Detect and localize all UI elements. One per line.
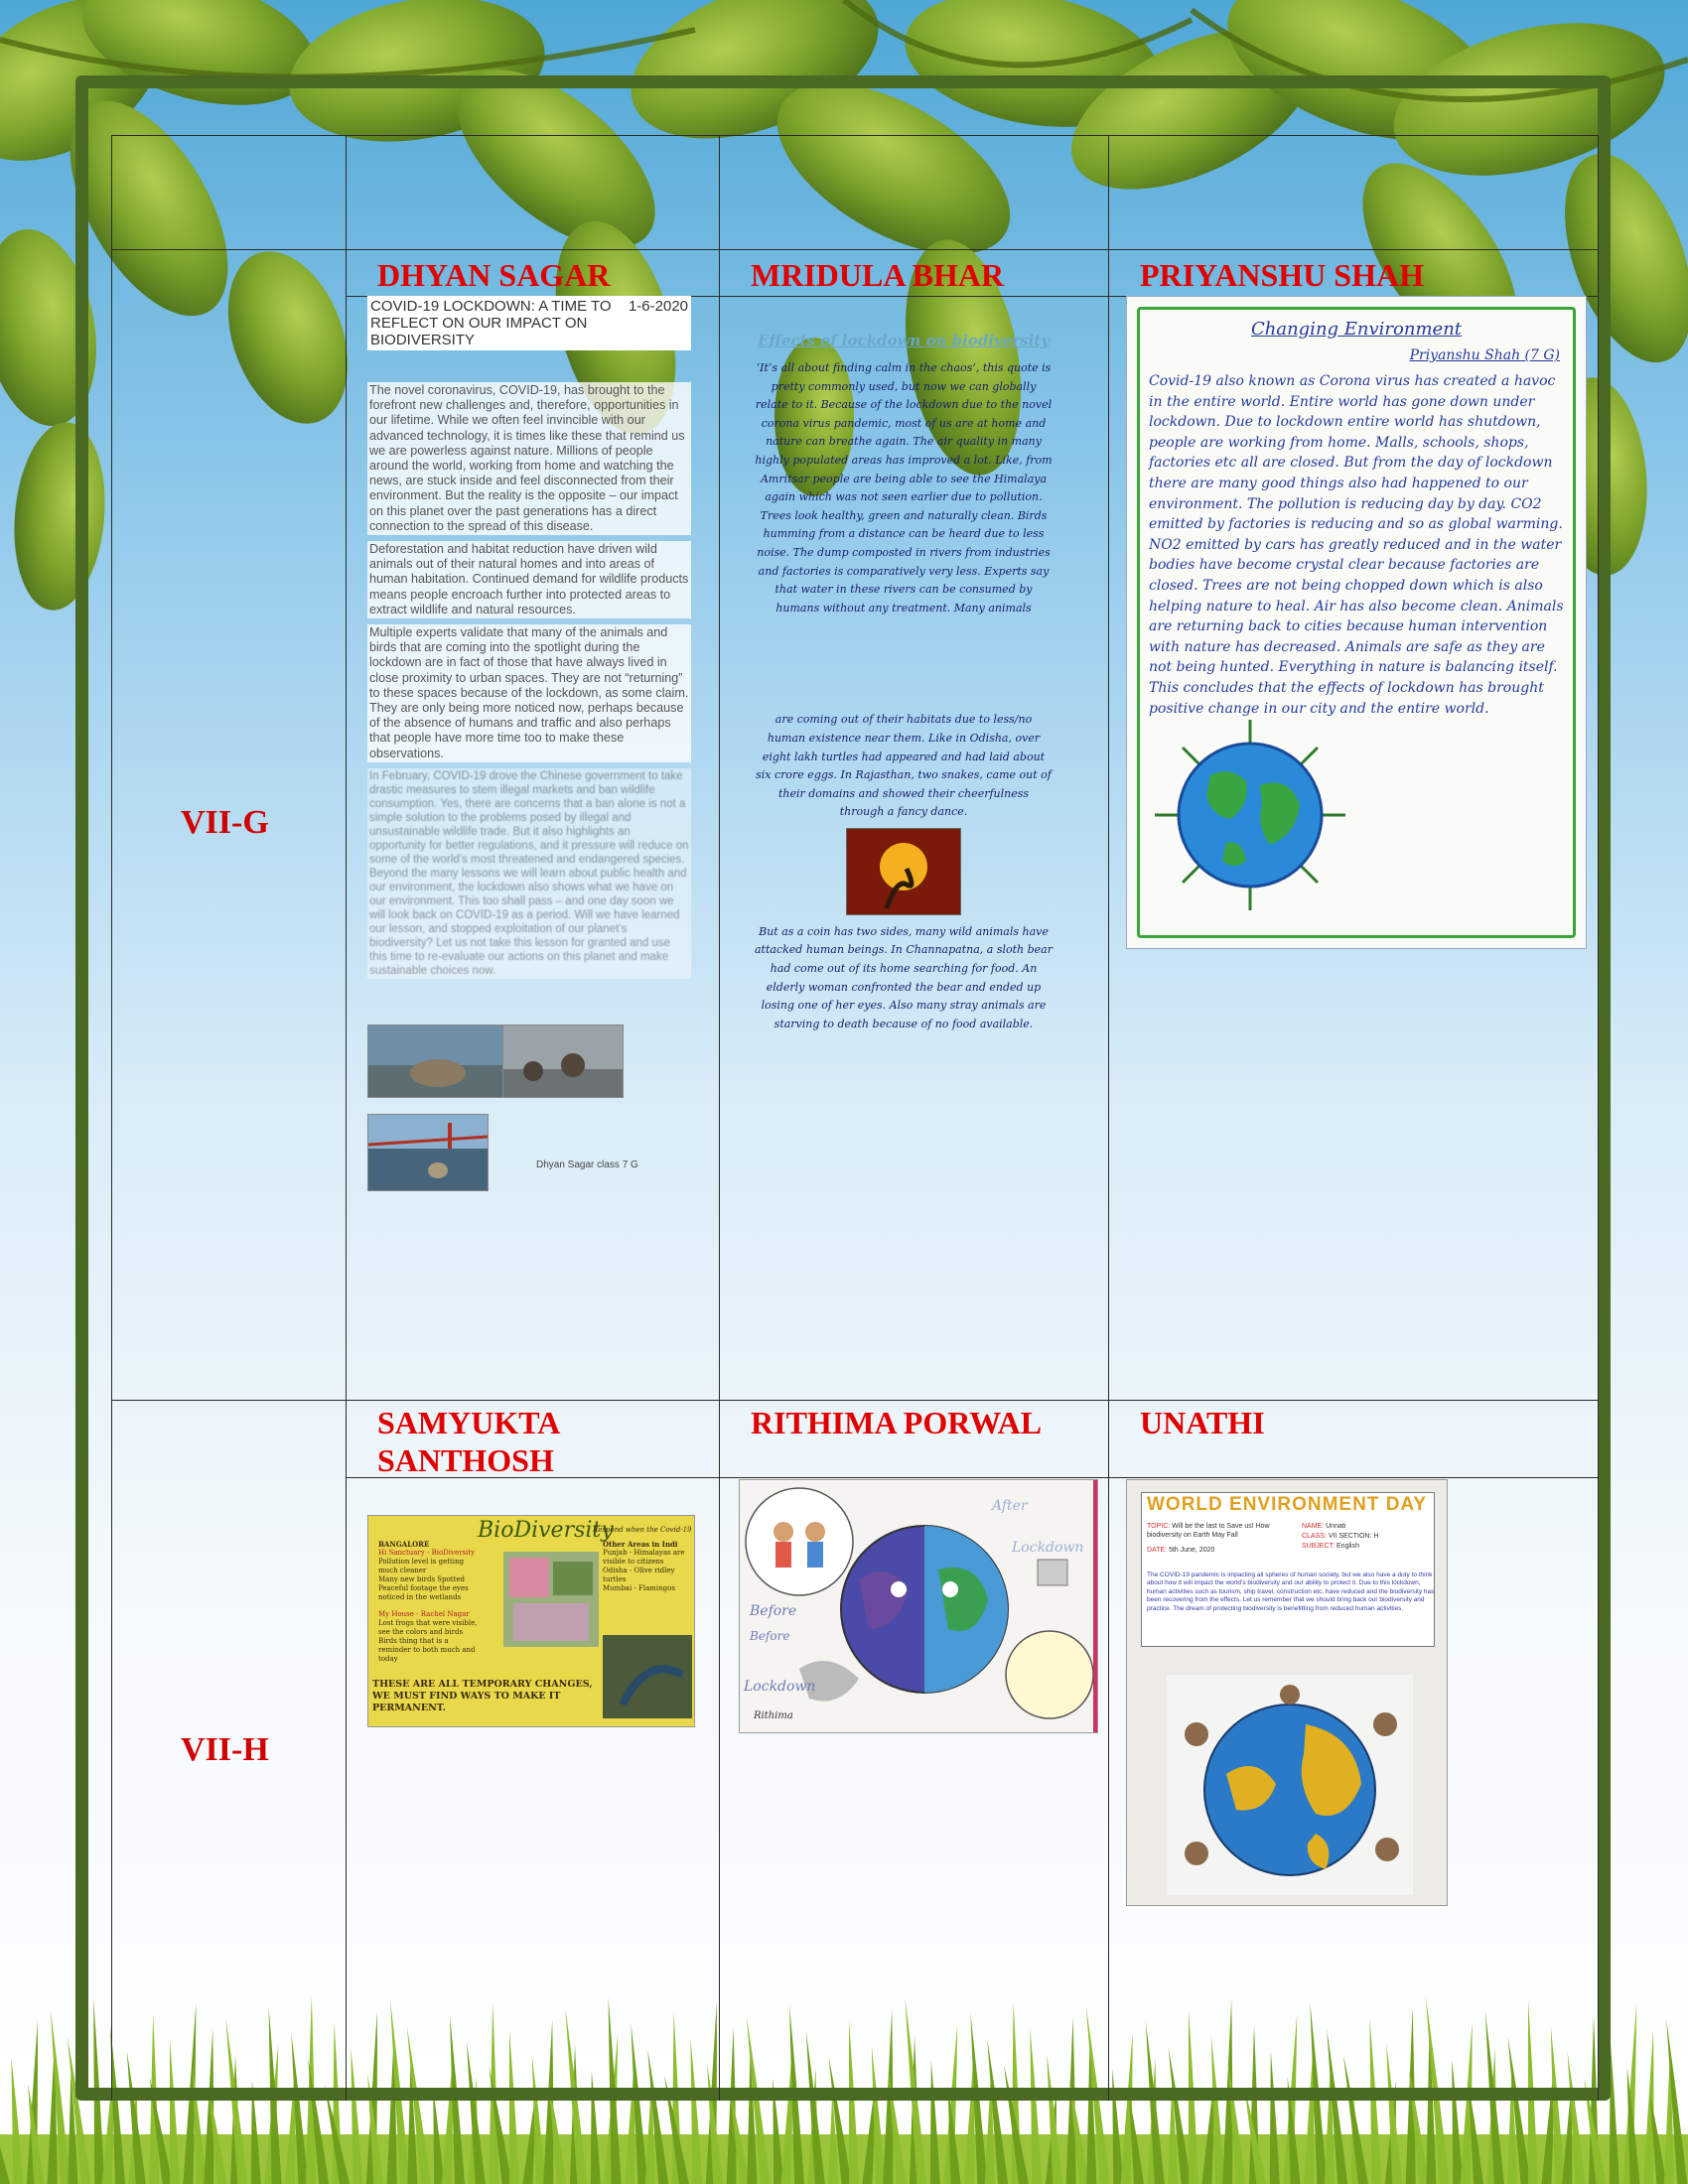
samyukta-mid-item-2: Birds thing that is a reminder to both much and today: [378, 1637, 476, 1663]
samyukta-poster: [367, 1515, 695, 1727]
photo-bridge: [367, 1114, 489, 1191]
priyanshu-body: Covid-19 also known as Corona virus has created a havoc in the entire world. Entire world has gone down under lockdown. Due to lockdown entire world has shutdown, people are working from home. Malls, schools, shops, factories etc all are closed. But from the day of lockdown there are many good things also had happened to our environment. The pollution is reducing day by day. CO2 emitted by factories is reducing and so as global warming. NO2 emitted by cars has greatly reduced and in the water bodies have become crystal clear because factories are closed. Trees are not being chopped down which is also helping nature to heal. Air has also become clean. Animals are returning back to cities because human intervention with nature has decreased. Animals are safe as they are not being hunted. Everything in nature is balancing itself. This concludes that the effects of lockdown has brought positive change in our city and the entire world.: [1149, 373, 1564, 717]
samyukta-item-1: Hi Sanctuary - BioDiversity: [378, 1549, 476, 1557]
mridula-article: [755, 328, 1053, 1033]
samyukta-right-item-3: Mumbai - Flamingos: [603, 1584, 675, 1592]
unathi-date-label: DATE:: [1147, 1547, 1168, 1554]
rithima-label-before-2: Before: [750, 1629, 790, 1643]
student-name-unathi: UNATHI: [1140, 1405, 1265, 1440]
samyukta-footer: THESE ARE ALL TEMPORARY CHANGES, WE MUST FIND WAYS TO MAKE IT PERMANENT.: [372, 1679, 593, 1713]
dhyan-article: [367, 296, 691, 985]
priyanshu-handwritten-page: [1126, 296, 1587, 949]
unathi-earth-drawing: [1167, 1675, 1413, 1895]
samyukta-item-4: Peaceful footage the eyes noticed in the wetlands: [378, 1584, 469, 1601]
photo-animal-on-road: [367, 1024, 504, 1098]
samyukta-mid-heading: My House - Rachel Nagar: [378, 1610, 470, 1618]
samyukta-item-3: Many new birds Spotted: [378, 1575, 466, 1583]
photo-snakes-dancing: [846, 828, 961, 915]
dhyan-article-date: 1-6-2020: [628, 298, 688, 315]
row-label-vii-g: VII-G: [181, 804, 269, 841]
rithima-poster: [739, 1479, 1098, 1733]
samyukta-peacock-photo: [603, 1635, 692, 1718]
unathi-class: VII SECTION: H: [1328, 1533, 1379, 1540]
unathi-name-label: NAME:: [1302, 1523, 1325, 1530]
dhyan-paragraph-3: Multiple experts validate that many of the animals and birds that are coming into the spotlight during the lockdown are in fact of those that have always lived in close proximity to urban spaces. They are not “returning” to these spaces because of the lockdown, as some claim. They are only being more noticed now, perhaps because of the absence of humans and traffic and also perhaps that people have more time too to make these observations.: [367, 624, 691, 762]
samyukta-poster-title: BioDiversity: [478, 1518, 614, 1543]
rithima-label-lockdown-2: Lockdown: [744, 1679, 816, 1695]
earth-drawing: [1151, 716, 1349, 914]
dhyan-article-title: COVID-19 LOCKDOWN: A TIME TO REFLECT ON OUR IMPACT ON BIODIVERSITY: [370, 298, 612, 348]
samyukta-poster-subtitle: Respond when the Covid-19: [593, 1526, 692, 1534]
unathi-body: The COVID-19 pandemic is impacting all spheres of human society, but we also have a duty to think about how it will impact the world’s biodiversity and our ability to protect it. Due to this lockdown, human activities such as tourism, ship travel, construction etc. have reduced and the biodiversity has been recovering from the effects. Let us remember that we should bring back our biodiversity and practice. The dream of protecting biodiversity is benefitting from reduced human activities.: [1147, 1571, 1435, 1612]
priyanshu-title: Changing Environment: [1250, 319, 1463, 340]
samyukta-left-heading: BANGALORE: [378, 1540, 430, 1549]
dhyan-article-title-block: [367, 296, 691, 350]
grass-blade: [1610, 2041, 1619, 2184]
samyukta-item-2: Pollution level is getting much cleaner: [378, 1558, 465, 1574]
student-name-priyanshu: PRIYANSHU SHAH: [1140, 257, 1424, 293]
unathi-subject-label: SUBJECT:: [1302, 1543, 1336, 1550]
samyukta-collage: [503, 1552, 599, 1647]
samyukta-right-item-1: Punjab - Himalayas are visible to citizens: [603, 1549, 685, 1566]
mridula-paragraph-3: But as a coin has two sides, many wild animals have attacked human beings. In Channapatna, a sloth bear had come out of its home searching for food. An elderly woman confronted the bear and ended up losing one of her eyes. Also many stray animals are starving to death because of no food available.: [755, 924, 1053, 1030]
unathi-poster: [1126, 1479, 1448, 1906]
student-name-dhyan: DHYAN SAGAR: [377, 257, 611, 293]
unathi-class-label: CLASS:: [1302, 1533, 1327, 1540]
unathi-topic: Will be the last to Save us! How biodiversity on Earth May Fall: [1147, 1523, 1270, 1539]
student-name-samyukta: SAMYUKTA SANTHOSH: [377, 1405, 559, 1478]
dhyan-paragraph-4: In February, COVID-19 drove the Chinese government to take drastic measures to stem illegal markets and ban wildlife consumption. Yes, there are concerns that a ban alone is not a simple solution to the problems posed by illegal and unsustainable wildlife trade. But it also highlights an opportunity for better regulations, and it pressure will reduce on some of the world’s most threatened and endangered species. Beyond the many lessons we will learn about public health and our environment, the lockdown also shows what we have on our environment. This too shall pass – and one day soon we will look back on COVID-19 as a period. Will we have learned our lesson, and stopped exploitation of our planet’s biodiversity? Let us not take this lesson for granted and use this time to re-evaluate our actions on this planet and make sustainable choices now.: [367, 768, 691, 979]
samyukta-right-item-2: Odisha - Olive ridley turtles: [603, 1567, 675, 1583]
samyukta-mid-item-1: Lost frogs that were visible, see the colors and birds: [378, 1619, 478, 1636]
rithima-label-lockdown-1: Lockdown: [1012, 1540, 1084, 1556]
priyanshu-author: Priyanshu Shah (7 G): [1409, 347, 1560, 363]
unathi-poster-title: WORLD ENVIRONMENT DAY: [1147, 1494, 1428, 1515]
student-name-rithima: RITHIMA PORWAL: [751, 1405, 1043, 1440]
mridula-article-title: Effects of lockdown on biodiversity: [757, 332, 1051, 349]
grass-blade: [11, 2058, 23, 2184]
dhyan-paragraph-1: The novel coronavirus, COVID-19, has brought to the forefront new challenges and, therefore, opportunities in our lifetime. While we often feel invincible with our advanced technology, it is times like these that remind us we are powerless against nature. Millions of people around the world, working from home and watching the news, are stuck inside and feel disconnected from their environment. But the reality is the opposite – our impact on this planet over the past generations has a direct connection to the spread of this disease.: [367, 382, 691, 535]
mridula-paragraph-2: are coming out of their habitats due to less/no human existence near them. Like in Odisha, over eight lakh turtles had appeared and had laid about six crore eggs. In Rajasthan, two snakes, came out of their domains and showed their cheerfulness through a fancy dance.: [756, 713, 1052, 819]
samyukta-right-heading: Other Areas in Indi: [603, 1540, 678, 1549]
unathi-topic-label: TOPIC:: [1147, 1523, 1171, 1530]
photo-monkeys: [502, 1024, 624, 1098]
mridula-paragraph-1: ‘It’s all about finding calm in the chaos’, this quote is pretty commonly used, but now we can globally relate to it. Because of the lockdown due to the novel corona virus pandemic, most of us are at home and nature can breathe again. The air quality in many highly populated areas has improved a lot. Like, from Amritsar people are being able to see the Himalaya again which was not seen earlier due to pollution. Trees look healthy, green and naturally clean. Birds humming from a distance can be heard due to less noise. The dump composted in rivers from industries and factories is comparatively very less. Experts say that water in these rivers can be consumed by humans without any treatment. Many animals: [755, 361, 1053, 614]
row-label-vii-h: VII-H: [181, 1731, 269, 1768]
dhyan-paragraph-2: Deforestation and habitat reduction have driven wild animals out of their natural homes and into areas of human habitation. Continued demand for wildlife products means people encroach further into protected areas to extract wildlife and natural resources.: [367, 541, 691, 618]
rithima-label-after: After: [992, 1498, 1028, 1514]
rithima-label-before-1: Before: [750, 1603, 797, 1619]
rithima-signature: Rithima: [754, 1710, 793, 1721]
unathi-date: 5th June, 2020: [1169, 1547, 1215, 1554]
unathi-subject: English: [1336, 1543, 1359, 1550]
dhyan-signature: Dhyan Sagar class 7 G: [536, 1160, 638, 1170]
unathi-name: Unnati: [1326, 1523, 1346, 1530]
student-name-mridula: MRIDULA BHAR: [751, 257, 1005, 293]
